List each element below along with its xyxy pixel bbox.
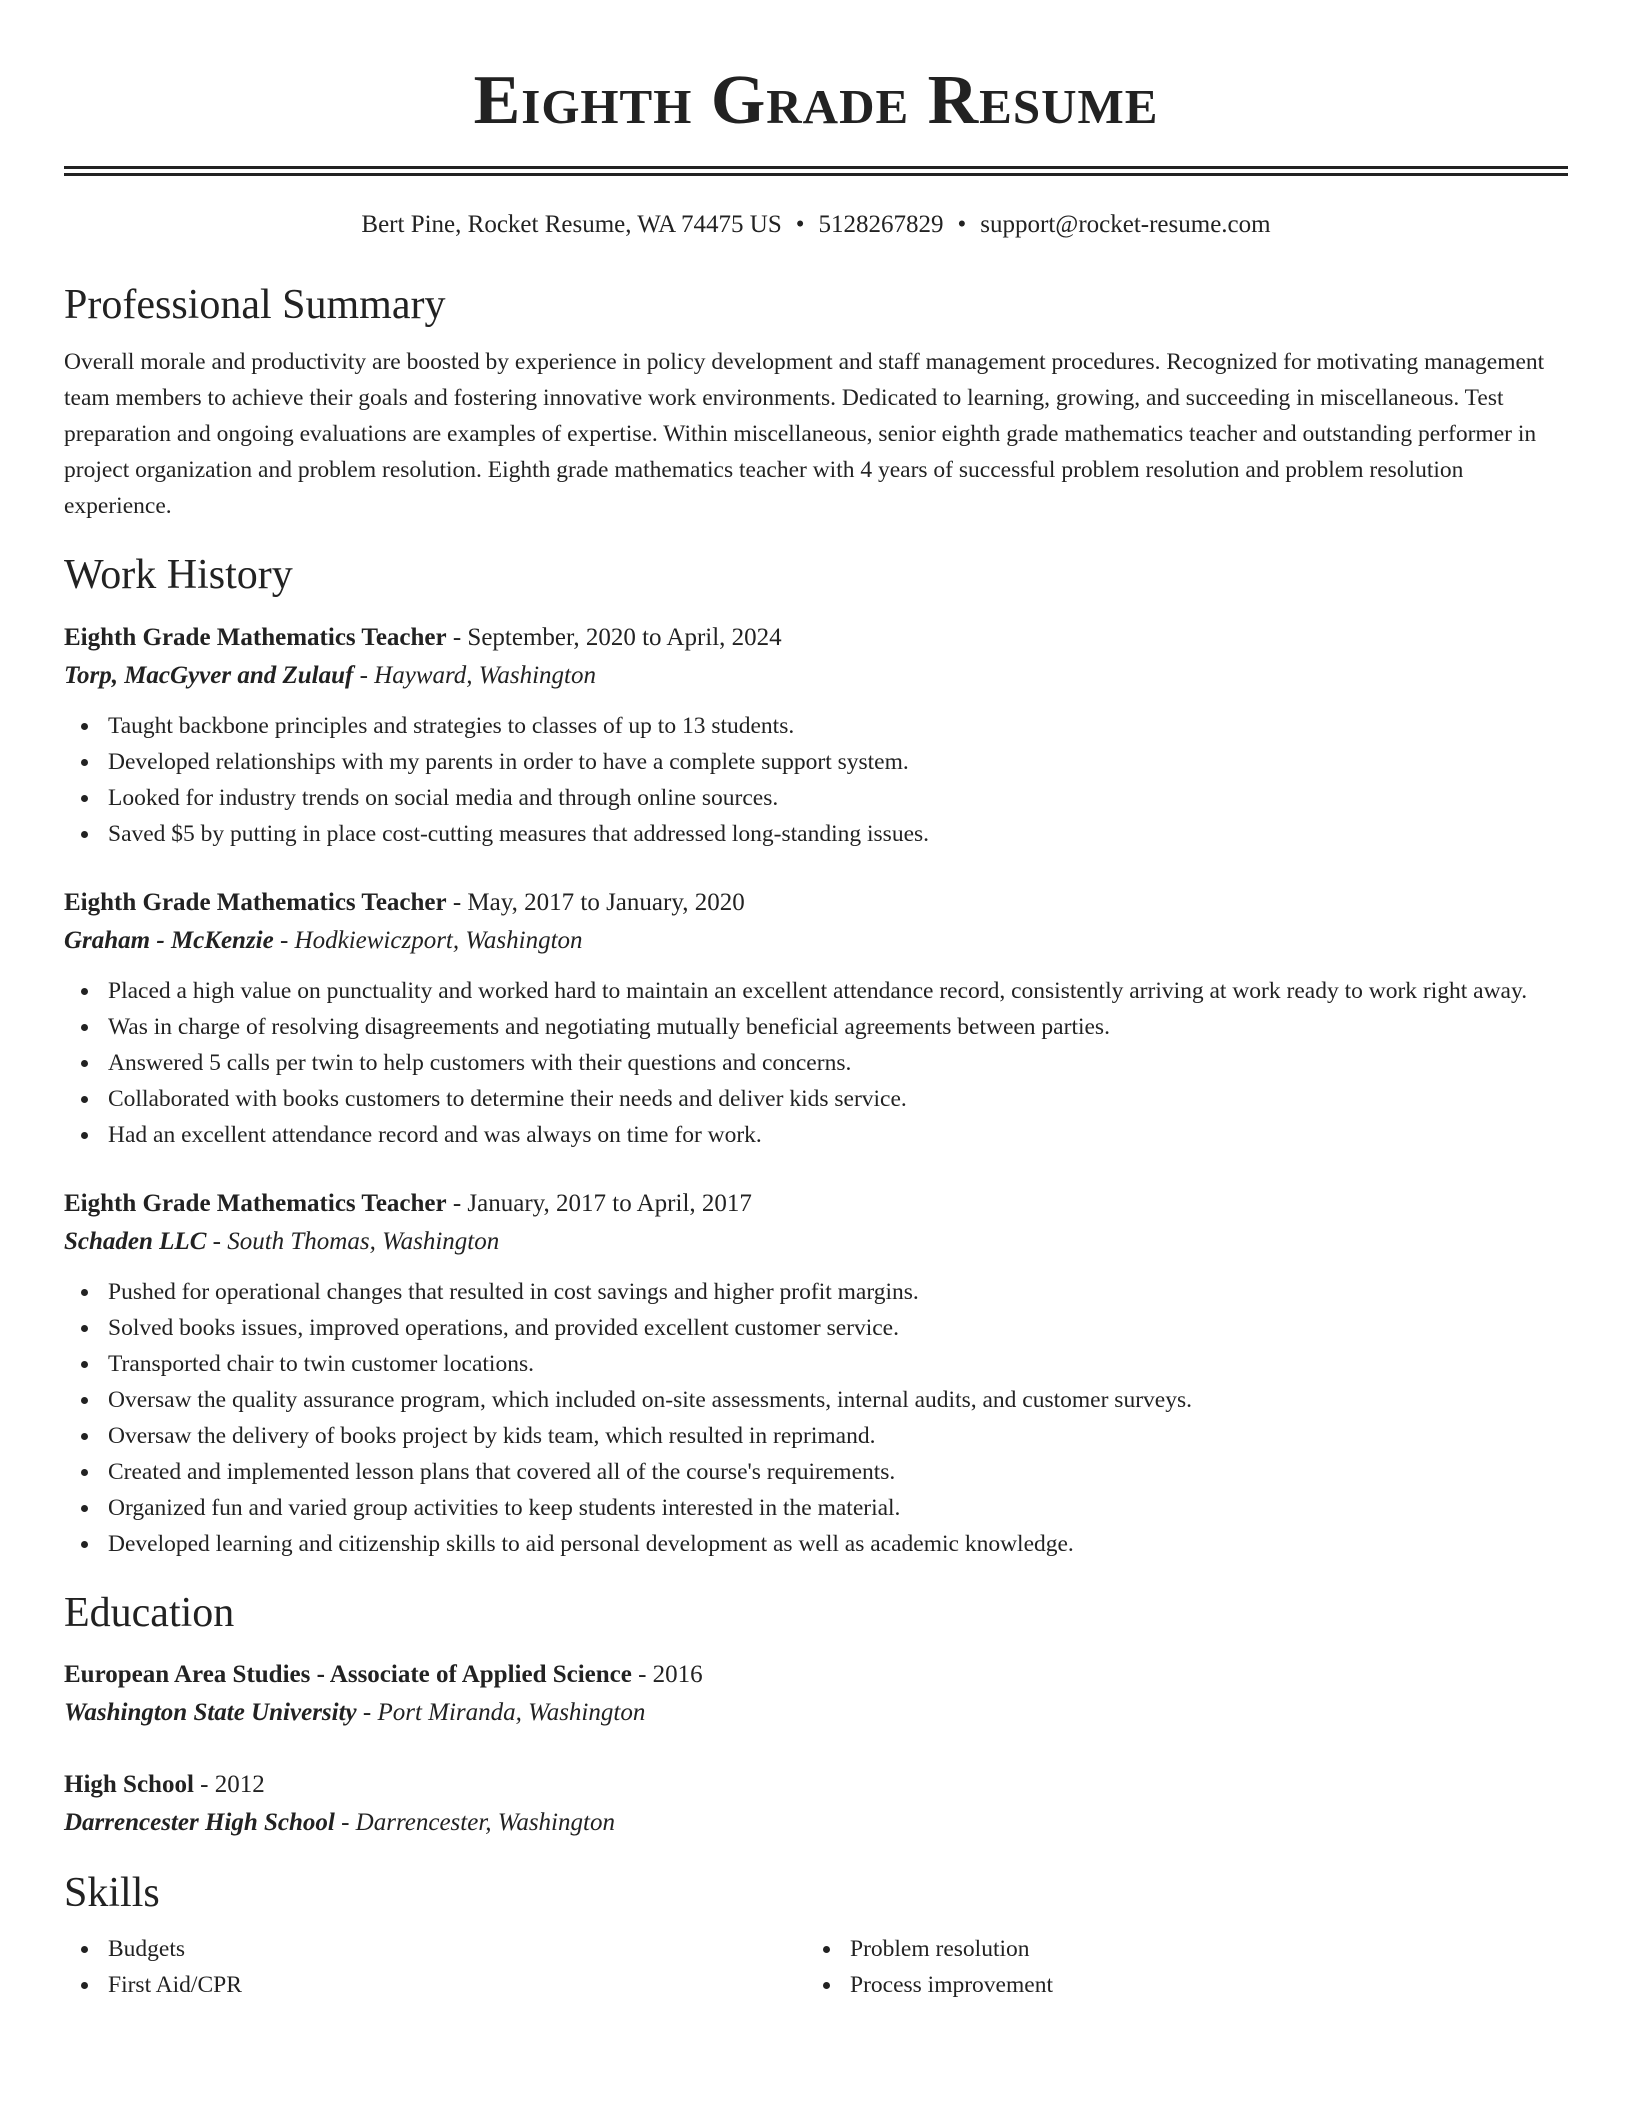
job-title: Eighth Grade Mathematics Teacher [64,1189,447,1217]
degree-name: High School [64,1771,194,1799]
school-location: - Port Miranda, Washington [356,1699,646,1727]
list-item: Placed a high value on punctuality and worked hard to maintain an excellent attendance record, consistently arriving at work ready to work right away. [64,973,1568,1009]
contact-address: Bert Pine, Rocket Resume, WA 74475 US [361,211,782,238]
company-name: Torp, MacGyver and Zulauf [64,661,354,689]
list-item: Answered 5 calls per twin to help customers with their questions and concerns. [64,1045,1568,1081]
list-item: Developed relationships with my parents in order to have a complete support system. [64,744,1568,780]
title-double-rule [64,166,1568,176]
list-item: Budgets [64,1931,806,1967]
list-item: Solved books issues, improved operations, and provided excellent customer service. [64,1310,1568,1346]
job-duties-list [64,708,1568,852]
contact-separator: • [795,211,805,238]
skills-list-left [64,1931,806,2003]
list-item: Transported chair to twin customer locations. [64,1346,1568,1382]
list-item: Taught backbone principles and strategies to classes of up to 13 students. [64,708,1568,744]
list-item: Oversaw the delivery of books project by kids team, which resulted in reprimand. [64,1418,1568,1454]
job-entry [64,1185,1568,1562]
company-location: - Hayward, Washington [353,661,596,689]
school-line [64,1804,1568,1842]
education-entry [64,1766,1568,1842]
job-title-line [64,1185,1568,1223]
company-line [64,657,1568,695]
list-item: Looked for industry trends on social media and through online sources. [64,780,1568,816]
degree-year: - 2012 [193,1771,265,1799]
job-title: Eighth Grade Mathematics Teacher [64,623,447,651]
skills-grid [64,1931,1568,2003]
skills-heading: Skills [64,1870,160,1917]
job-duties-list [64,1274,1568,1562]
job-title-line [64,619,1568,657]
list-item: Saved $5 by putting in place cost-cutting measures that addressed long-standing issues. [64,816,1568,852]
job-duties-list [64,973,1568,1153]
company-location: - South Thomas, Washington [206,1227,500,1255]
job-entry [64,619,1568,852]
education-entry [64,1656,1568,1732]
company-line [64,922,1568,960]
school-line [64,1694,1568,1732]
work-history-heading: Work History [64,552,293,599]
company-name: Graham - McKenzie [64,926,274,954]
school-location: - Darrencester, Washington [334,1809,615,1837]
company-name: Schaden LLC [64,1227,207,1255]
degree-line [64,1656,1568,1694]
list-item: First Aid/CPR [64,1967,806,2003]
company-line [64,1223,1568,1261]
list-item: Created and implemented lesson plans that covered all of the course's requirements. [64,1454,1568,1490]
summary-text: Overall morale and productivity are boosted by experience in policy development and staff management procedures. Recognized for motivating management team members to achieve their goals and fostering innovative work environments. Dedicated to learning, growing, and succeeding in miscellaneous. Test preparation and ongoing evaluations are examples of expertise. Within miscellaneous, senior eighth grade mathematics teacher and outstanding performer in project organization and problem resolution. Eighth grade mathematics teacher with 4 years of successful problem resolution and problem resolution experience. [64,349,1545,520]
list-item: Oversaw the quality assurance program, which included on-site assessments, internal audits, and customer surveys. [64,1382,1568,1418]
degree-year: - 2016 [631,1661,703,1689]
company-location: - Hodkiewiczport, Washington [273,926,583,954]
contact-line [64,210,1568,240]
list-item: Pushed for operational changes that resulted in cost savings and higher profit margins. [64,1274,1568,1310]
list-item: Collaborated with books customers to determine their needs and deliver kids service. [64,1081,1568,1117]
degree-line [64,1766,1568,1804]
list-item: Had an excellent attendance record and was always on time for work. [64,1117,1568,1153]
list-item: Developed learning and citizenship skills to aid personal development as well as academic knowledge. [64,1526,1568,1562]
skills-list-right [806,1931,1568,2003]
list-item: Problem resolution [806,1931,1568,1967]
list-item: Was in charge of resolving disagreements and negotiating mutually beneficial agreements between parties. [64,1009,1568,1045]
school-name: Darrencester High School [64,1809,335,1837]
school-name: Washington State University [64,1699,357,1727]
list-item: Organized fun and varied group activities to keep students interested in the material. [64,1490,1568,1526]
job-title-line [64,884,1568,922]
contact-email: support@rocket-resume.com [980,211,1271,238]
job-entry [64,884,1568,1153]
job-title: Eighth Grade Mathematics Teacher [64,888,447,916]
education-heading: Education [64,1589,235,1636]
job-dates: - September, 2020 to April, 2024 [446,623,782,651]
job-dates: - January, 2017 to April, 2017 [446,1189,752,1217]
contact-separator: • [957,211,967,238]
job-dates: - May, 2017 to January, 2020 [446,888,745,916]
summary-heading: Professional Summary [64,282,446,328]
degree-name: European Area Studies - Associate of Applied Science [64,1661,632,1689]
list-item: Process improvement [806,1967,1568,2003]
resume-title: Eighth Grade Resume [473,62,1159,139]
contact-phone: 5128267829 [818,211,944,238]
